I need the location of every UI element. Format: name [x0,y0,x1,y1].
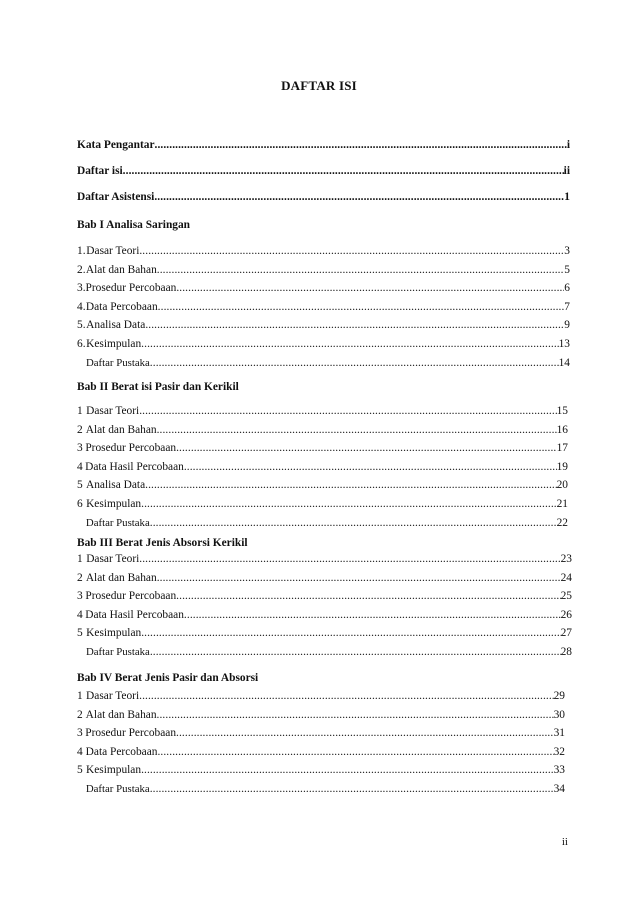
entry-title: Alat dan Bahan [85,423,157,436]
dot-leader [157,745,553,760]
entry-page: 22 [556,516,568,529]
entry-page: 16 [556,423,568,436]
chapter-heading[interactable]: Bab II Berat isi Pasir dan Kerikil [77,381,239,393]
toc-entry[interactable] [77,645,572,660]
item-number: 1 [77,690,83,702]
toc-entry[interactable] [77,460,568,475]
dot-leader [176,726,554,741]
toc-entry[interactable] [77,337,570,352]
entry-title: Daftar Pustaka [85,783,150,795]
toc-entry[interactable] [77,571,572,586]
entry-page: 17 [556,442,568,455]
entry-title: Daftar Asistensi [77,191,155,203]
chapter-heading[interactable]: Bab III Berat Jenis Absorsi Kerikil [77,537,248,549]
item-number: 2. [77,263,86,276]
entry-page: 30 [553,708,565,721]
toc-entry[interactable] [77,708,565,723]
item-number: 4 [77,460,83,473]
dot-leader [139,689,553,704]
entry-title: Daftar Pustaka [85,516,150,529]
entry-title: Kesimpulan [86,498,142,510]
entry-title: Data Hasil Percobaan [85,608,184,621]
page-number: ii [561,836,568,848]
entry-page: 25 [560,590,572,603]
entry-title: Prosedur Percobaan [85,442,177,455]
toc-entry[interactable] [77,626,572,641]
toc-entry[interactable] [77,763,565,778]
item-number: 1 [77,405,83,417]
entry-title: Analisa Data [86,319,146,332]
entry-title: Alat dan Bahan [85,708,157,721]
dot-leader [176,589,560,604]
page-title: DAFTAR ISI [281,78,357,93]
toc-entry[interactable] [77,745,565,760]
item-number: 6 [77,498,83,510]
dot-leader [157,263,565,278]
entry-title: Prosedur Percobaan [85,282,177,295]
entry-title: Kata Pengantar [77,139,155,151]
toc-entry[interactable] [77,608,572,623]
item-number: 4. [77,300,86,313]
entry-title: Dasar Teori [86,245,140,257]
item-number: 2 [77,708,83,721]
toc-entry[interactable] [77,356,570,371]
entry-title: Kesimpulan [86,627,142,640]
item-number: 3 [77,590,83,603]
entry-title: Daftar Pustaka [85,646,150,658]
entry-page: 5 [564,263,570,276]
dot-leader [154,190,564,205]
dot-leader [150,356,559,371]
item-number: 1. [77,245,86,257]
dot-leader [176,441,557,456]
toc-entry[interactable] [77,497,568,512]
entry-page: 27 [560,627,572,640]
item-number: 6. [77,338,86,350]
entry-page: 23 [560,553,572,565]
toc-entry[interactable] [77,423,568,438]
toc-entry-front[interactable] [77,190,570,205]
entry-title: Dasar Teori [86,405,140,417]
dot-leader [139,552,560,567]
toc-entry[interactable] [77,552,572,567]
item-number: 4 [77,745,83,758]
dot-leader [176,281,564,296]
entry-title: Data Percobaan [85,745,158,758]
entry-page: i [566,139,570,151]
item-number: 5. [77,319,86,332]
entry-page: ii [563,165,570,177]
entry-page: 28 [560,646,572,658]
entry-title: Data Hasil Percobaan [85,460,184,473]
dot-leader [158,300,565,315]
entry-page: 6 [564,282,570,295]
toc-entry[interactable] [77,404,568,419]
toc-entry-front[interactable] [77,138,570,153]
entry-title: Alat dan Bahan [85,571,157,584]
entry-page: 31 [553,727,565,740]
entry-title: Daftar Pustaka [85,356,150,369]
toc-entry[interactable] [77,782,565,797]
dot-leader [145,478,556,493]
dot-leader [157,423,557,438]
toc-entry-front[interactable] [77,164,570,179]
dot-leader [141,763,554,778]
dot-leader [123,164,564,179]
item-number: 5 [77,764,83,777]
entry-page: 32 [553,745,565,758]
toc-entry[interactable] [77,478,568,493]
item-number: 2 [77,423,83,436]
toc-entry[interactable] [77,244,570,259]
item-number: 3. [77,282,86,295]
entry-title: Daftar isi [77,165,123,177]
entry-page: 29 [553,690,565,702]
dot-leader [141,337,558,352]
entry-page: 24 [560,571,572,584]
dot-leader [150,782,554,797]
entry-title: Data Percobaan [85,300,158,313]
entry-page: 9 [564,319,570,332]
entry-title: Prosedur Percobaan [85,590,177,603]
entry-page: 13 [558,338,570,350]
dot-leader [145,318,564,333]
toc-entry[interactable] [77,263,570,278]
chapter-heading[interactable]: Bab IV Berat Jenis Pasir dan Absorsi [77,672,259,684]
entry-title: Dasar Teori [86,690,140,702]
entry-page: 20 [556,479,568,492]
dot-leader [157,708,554,723]
entry-title: Kesimpulan [86,338,142,350]
entry-page: 15 [556,405,568,417]
dot-leader [141,497,556,512]
dot-leader [150,516,557,531]
item-number: 5 [77,627,83,640]
entry-page: 1 [564,191,570,203]
item-number: 4 [77,608,83,621]
item-number: 2 [77,571,83,584]
dot-leader [155,138,567,153]
dot-leader [150,645,561,660]
item-number: 3 [77,727,83,740]
entry-title: Kesimpulan [86,764,142,777]
item-number: 3 [77,442,83,455]
dot-leader [184,608,561,623]
entry-page: 33 [553,764,565,777]
entry-page: 19 [556,460,568,473]
entry-title: Dasar Teori [86,553,140,565]
entry-title: Analisa Data [85,479,146,492]
toc-entry[interactable] [77,726,565,741]
entry-page: 34 [553,783,565,795]
dot-leader [157,571,561,586]
dot-leader [141,626,560,641]
entry-title: Alat dan Bahan [85,263,157,276]
toc-entry[interactable] [77,689,565,704]
toc-entry[interactable] [77,318,570,333]
toc-entry[interactable] [77,441,568,456]
toc-entry[interactable] [77,300,570,315]
entry-title: Prosedur Percobaan [85,727,177,740]
item-number: 5 [77,479,83,492]
dot-leader [139,404,556,419]
chapter-heading[interactable]: Bab I Analisa Saringan [77,219,190,231]
entry-page: 21 [556,498,568,510]
toc-entry[interactable] [77,589,572,604]
entry-page: 7 [564,300,570,313]
entry-page: 14 [558,356,570,369]
toc-entry[interactable] [77,281,570,296]
item-number: 1 [77,553,83,565]
dot-leader [139,244,564,259]
toc-entry[interactable] [77,516,568,531]
entry-page: 26 [560,608,572,621]
entry-page: 3 [564,245,570,257]
dot-leader [184,460,557,475]
